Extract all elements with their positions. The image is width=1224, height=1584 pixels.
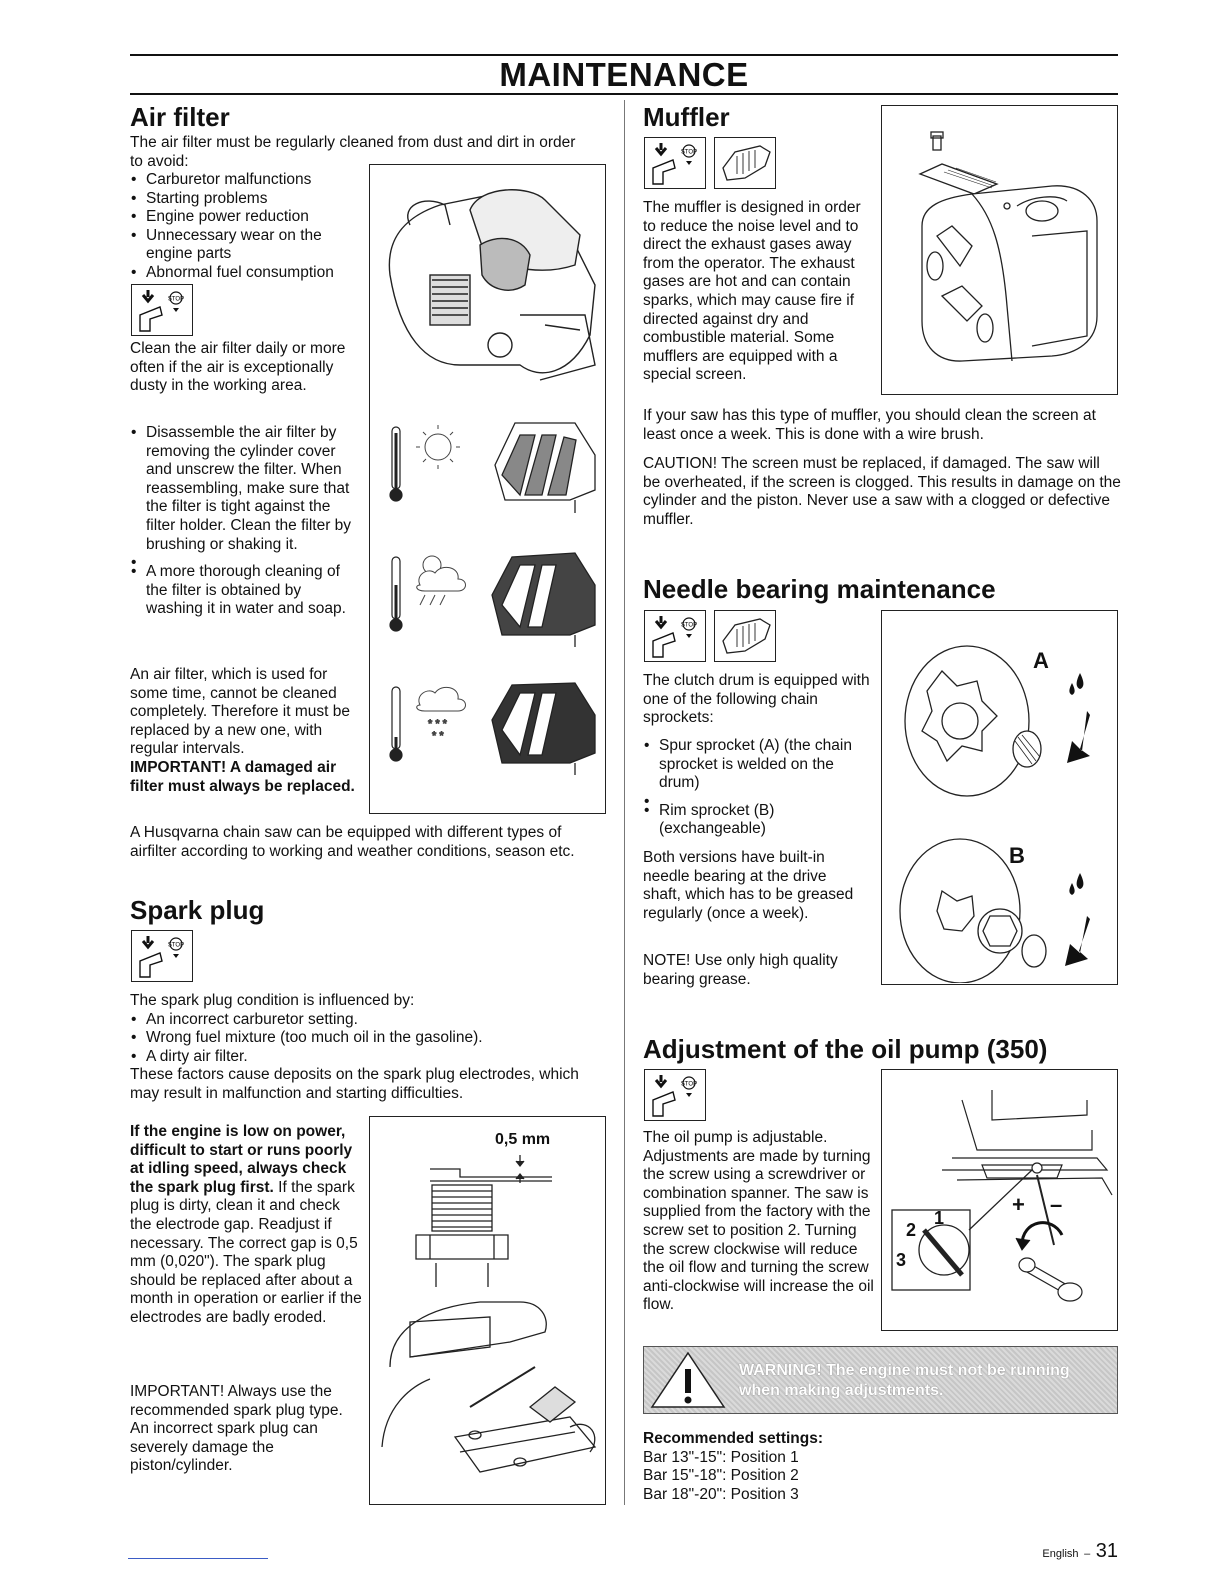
sprocket-types xyxy=(643,737,875,839)
replace-body: An air filter, which is used for some time, cannot be cleaned completely. Therefore it must be replaced by a new one, with regular intervals. xyxy=(130,666,350,758)
muffler-heading: Muffler xyxy=(643,102,730,132)
list-item: • Unnecessary wear on the engine parts xyxy=(130,227,360,264)
glove-icon xyxy=(714,137,776,189)
list-item: • Starting problems xyxy=(130,190,360,209)
svg-text:* * *: * * * xyxy=(428,718,447,730)
needle-bearing-note: NOTE! Use only high quality bearing grease. xyxy=(643,952,838,988)
rotate-arrow-icon xyxy=(1016,1223,1062,1250)
replace-text xyxy=(130,666,362,796)
spanner-icon xyxy=(1019,1258,1082,1301)
page-separator: – xyxy=(1084,1548,1091,1560)
muffler-illustration xyxy=(882,106,1116,393)
position-1-label: 1 xyxy=(934,1208,945,1228)
list-item: • An incorrect carburetor setting. xyxy=(130,1011,600,1030)
chainsaw-icon xyxy=(382,1302,595,1472)
muffler-text2: If your saw has this type of muffler, you should clean the screen at least once a week. This is done with a wire brush. xyxy=(643,407,1096,443)
svg-text:STOP: STOP xyxy=(167,942,185,949)
settings-title: Recommended settings: xyxy=(643,1430,824,1447)
page-number xyxy=(1042,1540,1118,1563)
spur-sprocket-icon xyxy=(905,646,1041,796)
needle-bearing-body: Both versions have built-in needle bearing at the drive shaft, which has to be greased regularly (once a week). xyxy=(643,849,854,922)
page-number-value: 31 xyxy=(1095,1540,1118,1562)
needle-bearing-figure xyxy=(881,610,1118,985)
svg-text:* *: * * xyxy=(432,730,444,742)
list-item: • Disassemble the air filter by removing the cylinder cover and unscrew the filter. When reassembling, make sure that the filter is tight against the filter holder. Clean the filter by brushing or shaking it. xyxy=(130,424,362,554)
list-item: • Rim sprocket (B) (exchangeable) xyxy=(643,802,875,839)
spark-plug-heading: Spark plug xyxy=(130,895,265,925)
grease-drop-icon xyxy=(1067,673,1090,763)
spark-plug-bold-lead: If the engine is low on power, difficult to start or runs poorly at idling speed, always check the spark plug first. xyxy=(130,1123,353,1196)
spark-plug-check-text xyxy=(130,1123,362,1328)
position-3-label: 3 xyxy=(896,1250,907,1270)
avoid-list xyxy=(130,171,360,283)
label-b: B xyxy=(1009,843,1025,868)
list-item: • Engine power reduction xyxy=(130,208,360,227)
svg-text:STOP: STOP xyxy=(680,149,698,156)
language-label: English xyxy=(1042,1548,1079,1560)
needle-bearing-illustration xyxy=(882,611,1116,983)
recommended-settings xyxy=(643,1430,1063,1504)
warning-triangle-icon xyxy=(648,1349,728,1411)
filter-dark-icon xyxy=(492,683,595,775)
list-item: • Spur sprocket (A) (the chain sprocket is welded on the drum) xyxy=(643,737,875,793)
warning-text: WARNING! The engine must not be running when making adjustments. xyxy=(739,1362,1070,1399)
svg-text:STOP: STOP xyxy=(680,1081,698,1088)
needle-bearing-heading: Needle bearing maintenance xyxy=(643,574,996,604)
glove-icon xyxy=(714,610,776,662)
stop-engine-icon xyxy=(644,137,706,189)
setting-item: Bar 13"-15": Position 1 xyxy=(643,1448,799,1466)
oil-pump-heading: Adjustment of the oil pump (350) xyxy=(643,1034,1048,1064)
air-filter-intro: The air filter must be regularly cleaned from dust and dirt in order to avoid: xyxy=(130,134,576,170)
page-title: MAINTENANCE xyxy=(499,56,749,93)
filter-medium-icon xyxy=(492,553,595,647)
list-item: • A dirty air filter. xyxy=(130,1048,600,1067)
chainsaw-icon xyxy=(389,190,595,380)
air-filter-heading: Air filter xyxy=(130,102,230,132)
spark-plug-body: If the spark plug is dirty, clean it and check the electrode gap. Readjust if necessary. The correct gap is 0,5 mm (0,020"). The spark plug should be replaced after about a month in operation or earlier if the electrodes are badly eroded. xyxy=(130,1178,362,1326)
oil-pump-body: The oil pump is adjustable. Adjustments are made by turning the screw using a screwdriver or combination spanner. The saw is supplied from the factory with the screw set to position 2. Turning the screw clockwise will reduce the oil flow and turning the screw anti-clockwise will increase the oil flow. xyxy=(643,1129,874,1314)
list-item: • Carburetor malfunctions xyxy=(130,171,360,190)
muffler-text1: The muffler is designed in order to reduce the noise level and to direct the exhaust gases away from the operator. The exhaust gases are hot and can contain sparks, which may cause fire if directed against dry and combustible material. Some mufflers are equipped with a special screen. xyxy=(643,199,861,384)
cleaning-steps xyxy=(130,424,362,619)
title-rule xyxy=(130,93,1118,95)
gap-label: 0,5 mm xyxy=(495,1131,551,1148)
snow-icon xyxy=(417,687,466,742)
stop-engine-icon xyxy=(131,930,193,982)
stop-engine-icon xyxy=(644,1069,706,1121)
setting-item: Bar 18"-20": Position 3 xyxy=(643,1485,799,1503)
spark-plug-intro-block xyxy=(130,992,600,1104)
list-item: • Wrong fuel mixture (too much oil in the gasoline). xyxy=(130,1029,600,1048)
air-filter-illustration xyxy=(370,165,604,812)
thermometer-icon xyxy=(390,427,402,761)
muffler-caution: CAUTION! The screen must be replaced, if damaged. The saw will be overheated, if the screen is clogged. This results in damage on the cylinder and the piston. Never use a saw with a clogged or defective muffler. xyxy=(643,455,1121,528)
air-filter-figure xyxy=(369,164,606,814)
important-air-filter: IMPORTANT! A damaged air filter must always be replaced. xyxy=(130,758,355,795)
husqvarna-note: A Husqvarna chain saw can be equipped with different types of airfilter according to working and weather conditions, season etc. xyxy=(130,824,575,860)
deposits-text: These factors cause deposits on the spark plug electrodes, which may result in malfunction and starting difficulties. xyxy=(130,1066,579,1102)
filter-light-icon xyxy=(495,423,595,513)
svg-text:STOP: STOP xyxy=(680,622,698,629)
warning-banner xyxy=(643,1346,1118,1414)
column-divider xyxy=(624,100,625,1505)
spark-plug-intro: The spark plug condition is influenced by: xyxy=(130,992,415,1009)
spark-plug-important: IMPORTANT! Always use the recommended spark plug type. An incorrect spark plug can severely damage the piston/cylinder. xyxy=(130,1383,343,1475)
spark-plug-illustration xyxy=(370,1117,604,1503)
spacer xyxy=(130,554,362,563)
needle-bearing-intro: The clutch drum is equipped with one of the following chain sprockets: xyxy=(643,672,870,727)
stop-engine-icon xyxy=(644,610,706,662)
oil-pump-illustration xyxy=(882,1070,1116,1329)
list-item: • A more thorough cleaning of the filter is obtained by washing it in water and soap. xyxy=(130,563,362,619)
minus-label: – xyxy=(1050,1192,1063,1217)
cloud-icon xyxy=(417,556,466,605)
saw-underside-icon xyxy=(942,1090,1112,1245)
clean-daily-text: Clean the air filter daily or more often if the air is exceptionally dusty in the working area. xyxy=(130,340,346,395)
sun-icon xyxy=(416,425,460,469)
svg-text:STOP: STOP xyxy=(167,296,185,303)
muffler-figure xyxy=(881,105,1118,395)
list-item: • Abnormal fuel consumption xyxy=(130,264,360,283)
muffler-icon xyxy=(920,132,1097,361)
grease-drop-icon xyxy=(1065,873,1090,966)
stop-engine-icon xyxy=(131,284,193,336)
position-2-label: 2 xyxy=(906,1220,917,1240)
setting-item: Bar 15"-18": Position 2 xyxy=(643,1467,799,1485)
oil-pump-figure xyxy=(881,1069,1118,1331)
footer-link-underline[interactable] xyxy=(128,1558,268,1559)
factor-list xyxy=(130,1011,600,1067)
spark-plug-figure xyxy=(369,1116,606,1505)
plus-label: + xyxy=(1012,1192,1025,1217)
spacer xyxy=(643,793,875,802)
spark-plug-icon xyxy=(416,1155,552,1287)
label-a: A xyxy=(1033,648,1049,673)
